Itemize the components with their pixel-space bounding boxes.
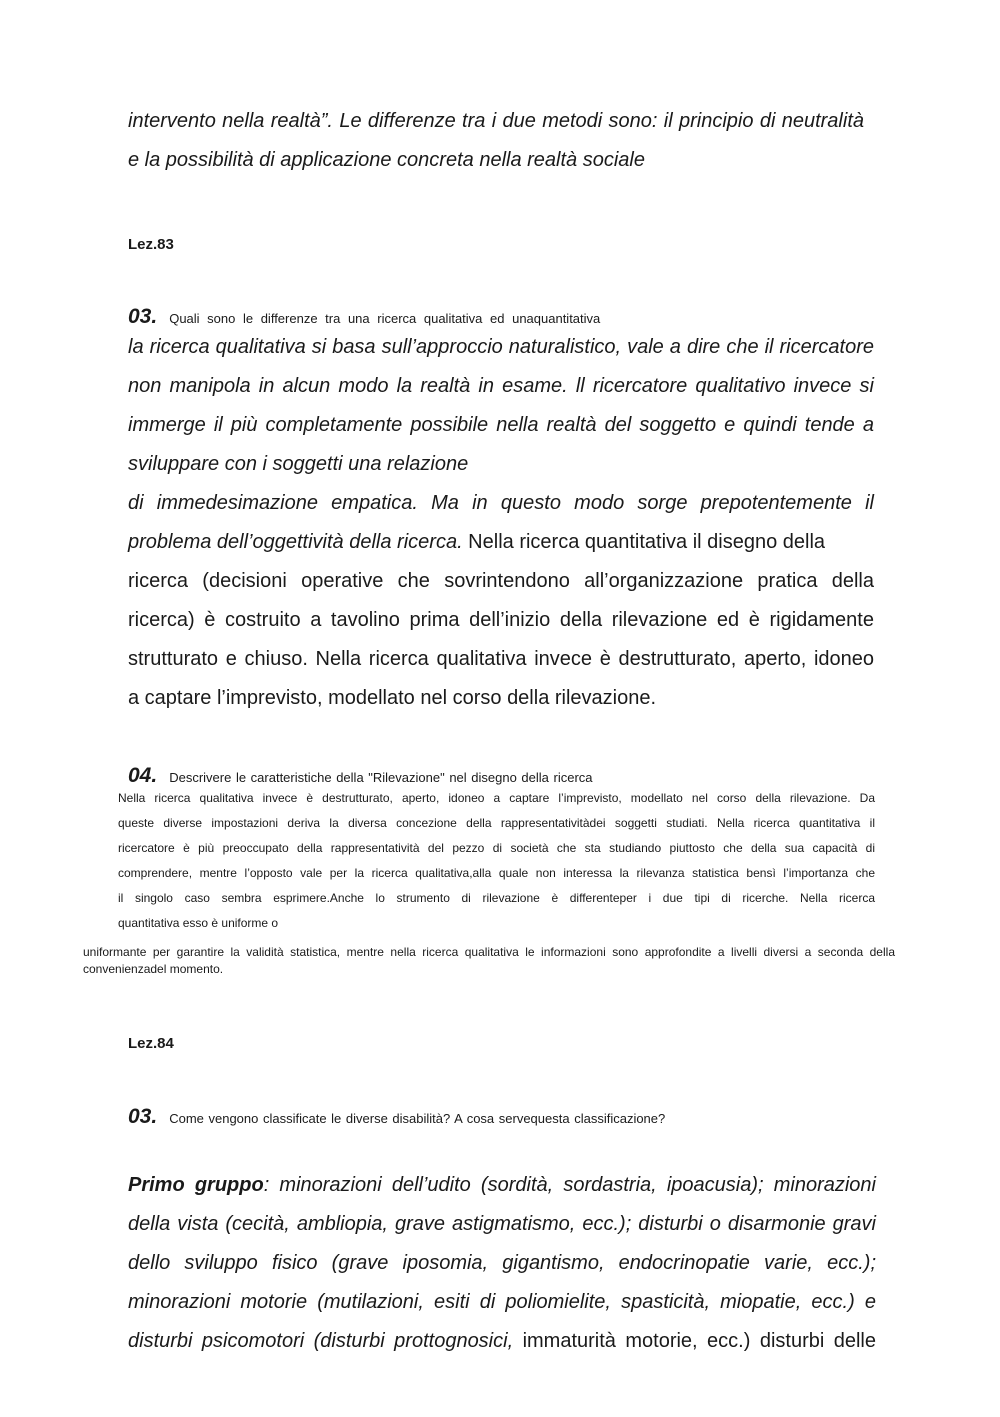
answer-line: strutturato e chiuso. Nella ricerca qualitativa invece è destrutturato, aperto, idoneo bbox=[128, 648, 874, 670]
answer-line: ricerca) è costruito a tavolino prima dell’inizio della rilevazione ed è rigidamente bbox=[128, 609, 874, 631]
answer-line bbox=[128, 531, 874, 554]
answer-line bbox=[128, 1330, 876, 1353]
lesson-heading: Lez.84 bbox=[128, 1035, 174, 1052]
question-text: Quali sono le differenze tra una ricerca qualitativa ed unaquantitativa bbox=[169, 311, 601, 326]
question-text: Come vengono classificate le diverse disabilità? A cosa servequesta classificazione? bbox=[169, 1111, 666, 1126]
answer-line: a captare l’imprevisto, modellato nel corso della rilevazione. bbox=[128, 687, 657, 709]
answer-line-small: comprendere, mentre l’opposto vale per la ricerca qualitativa,alla quale non interessa la rilevanza statistica bensì l’importanza che bbox=[118, 866, 875, 880]
answer-italic-part: disturbi psicomotori (disturbi prottognosici, bbox=[128, 1330, 514, 1352]
answer-line: immerge il più completamente possibile nella realtà del soggetto e quindi tende a bbox=[128, 414, 874, 436]
answer-line: non manipola in alcun modo la realtà in esame. ll ricercatore qualitativo invece si bbox=[128, 375, 874, 397]
answer-line-wide: uniformante per garantire la validità statistica, mentre nella ricerca qualitativa le informazioni sono approfondite a livelli diversi a seconda della bbox=[83, 945, 895, 959]
group-label: Primo gruppo bbox=[128, 1174, 264, 1196]
lesson-heading: Lez.83 bbox=[128, 236, 174, 253]
answer-line-small: quantitativa esso è uniforme o bbox=[118, 916, 279, 930]
answer-line-small: ricercatore è più preoccupato della rappresentatività del pezzo di società che sta studiando piuttosto che della sua capacità di bbox=[118, 841, 875, 855]
answer-line: ricerca (decisioni operative che sovrintendono all’organizzazione pratica della bbox=[128, 570, 874, 592]
answer-line: minorazioni motorie (mutilazioni, esiti di poliomielite, spasticità, miopatie, ecc.) e bbox=[128, 1291, 876, 1313]
answer-line-wide: convenienzadel momento. bbox=[83, 962, 224, 976]
answer-line: della vista (cecità, ambliopia, grave astigmatismo, ecc.); disturbi o disarmonie gravi bbox=[128, 1213, 876, 1235]
question-header bbox=[128, 305, 600, 329]
answer-line: dello sviluppo fisico (grave iposomia, gigantismo, endocrinopatie varie, ecc.); bbox=[128, 1252, 876, 1274]
answer-line: sviluppare con i soggetti una relazione bbox=[128, 453, 469, 475]
answer-italic-part: problema dell’oggettività della ricerca. bbox=[128, 531, 463, 553]
answer-line-small: Nella ricerca qualitativa invece è destrutturato, aperto, idoneo a captare l’imprevisto, modellato nel corso della rilevazione. Da bbox=[118, 791, 875, 805]
answer-text: : minorazioni dell’udito (sordità, sordastria, ipoacusia); minorazioni bbox=[263, 1174, 876, 1196]
answer-line: la ricerca qualitativa si basa sull’approccio naturalistico, vale a dire che il ricercatore bbox=[128, 336, 874, 358]
answer-line-small: il singolo caso sembra esprimere.Anche lo strumento di rilevazione è differenteper i due tipi di ricerche. Nella ricerca bbox=[118, 891, 875, 905]
answer-line-small: queste diverse impostazioni deriva la diversa concezione della rappresentativitàdei soggetti studiati. Nella ricerca quantitativa il bbox=[118, 816, 875, 830]
answer-line bbox=[128, 1174, 876, 1197]
question-header bbox=[128, 1105, 665, 1129]
question-header bbox=[128, 764, 593, 788]
paragraph-line: e la possibilità di applicazione concreta nella realtà sociale bbox=[128, 149, 645, 171]
answer-regular-part: immaturità motorie, ecc.) disturbi delle bbox=[513, 1330, 876, 1352]
question-number: 04. bbox=[128, 764, 158, 787]
answer-line: di immedesimazione empatica. Ma in questo modo sorge prepotentemente il bbox=[128, 492, 874, 514]
question-text: Descrivere le caratteristiche della "Rilevazione" nel disegno della ricerca bbox=[169, 770, 593, 785]
question-number: 03. bbox=[128, 1105, 158, 1128]
answer-regular-part: Nella ricerca quantitativa il disegno della bbox=[462, 531, 826, 553]
question-number: 03. bbox=[128, 305, 158, 328]
paragraph-line: intervento nella realtà”. Le differenze tra i due metodi sono: il principio di neutralità bbox=[128, 110, 864, 132]
